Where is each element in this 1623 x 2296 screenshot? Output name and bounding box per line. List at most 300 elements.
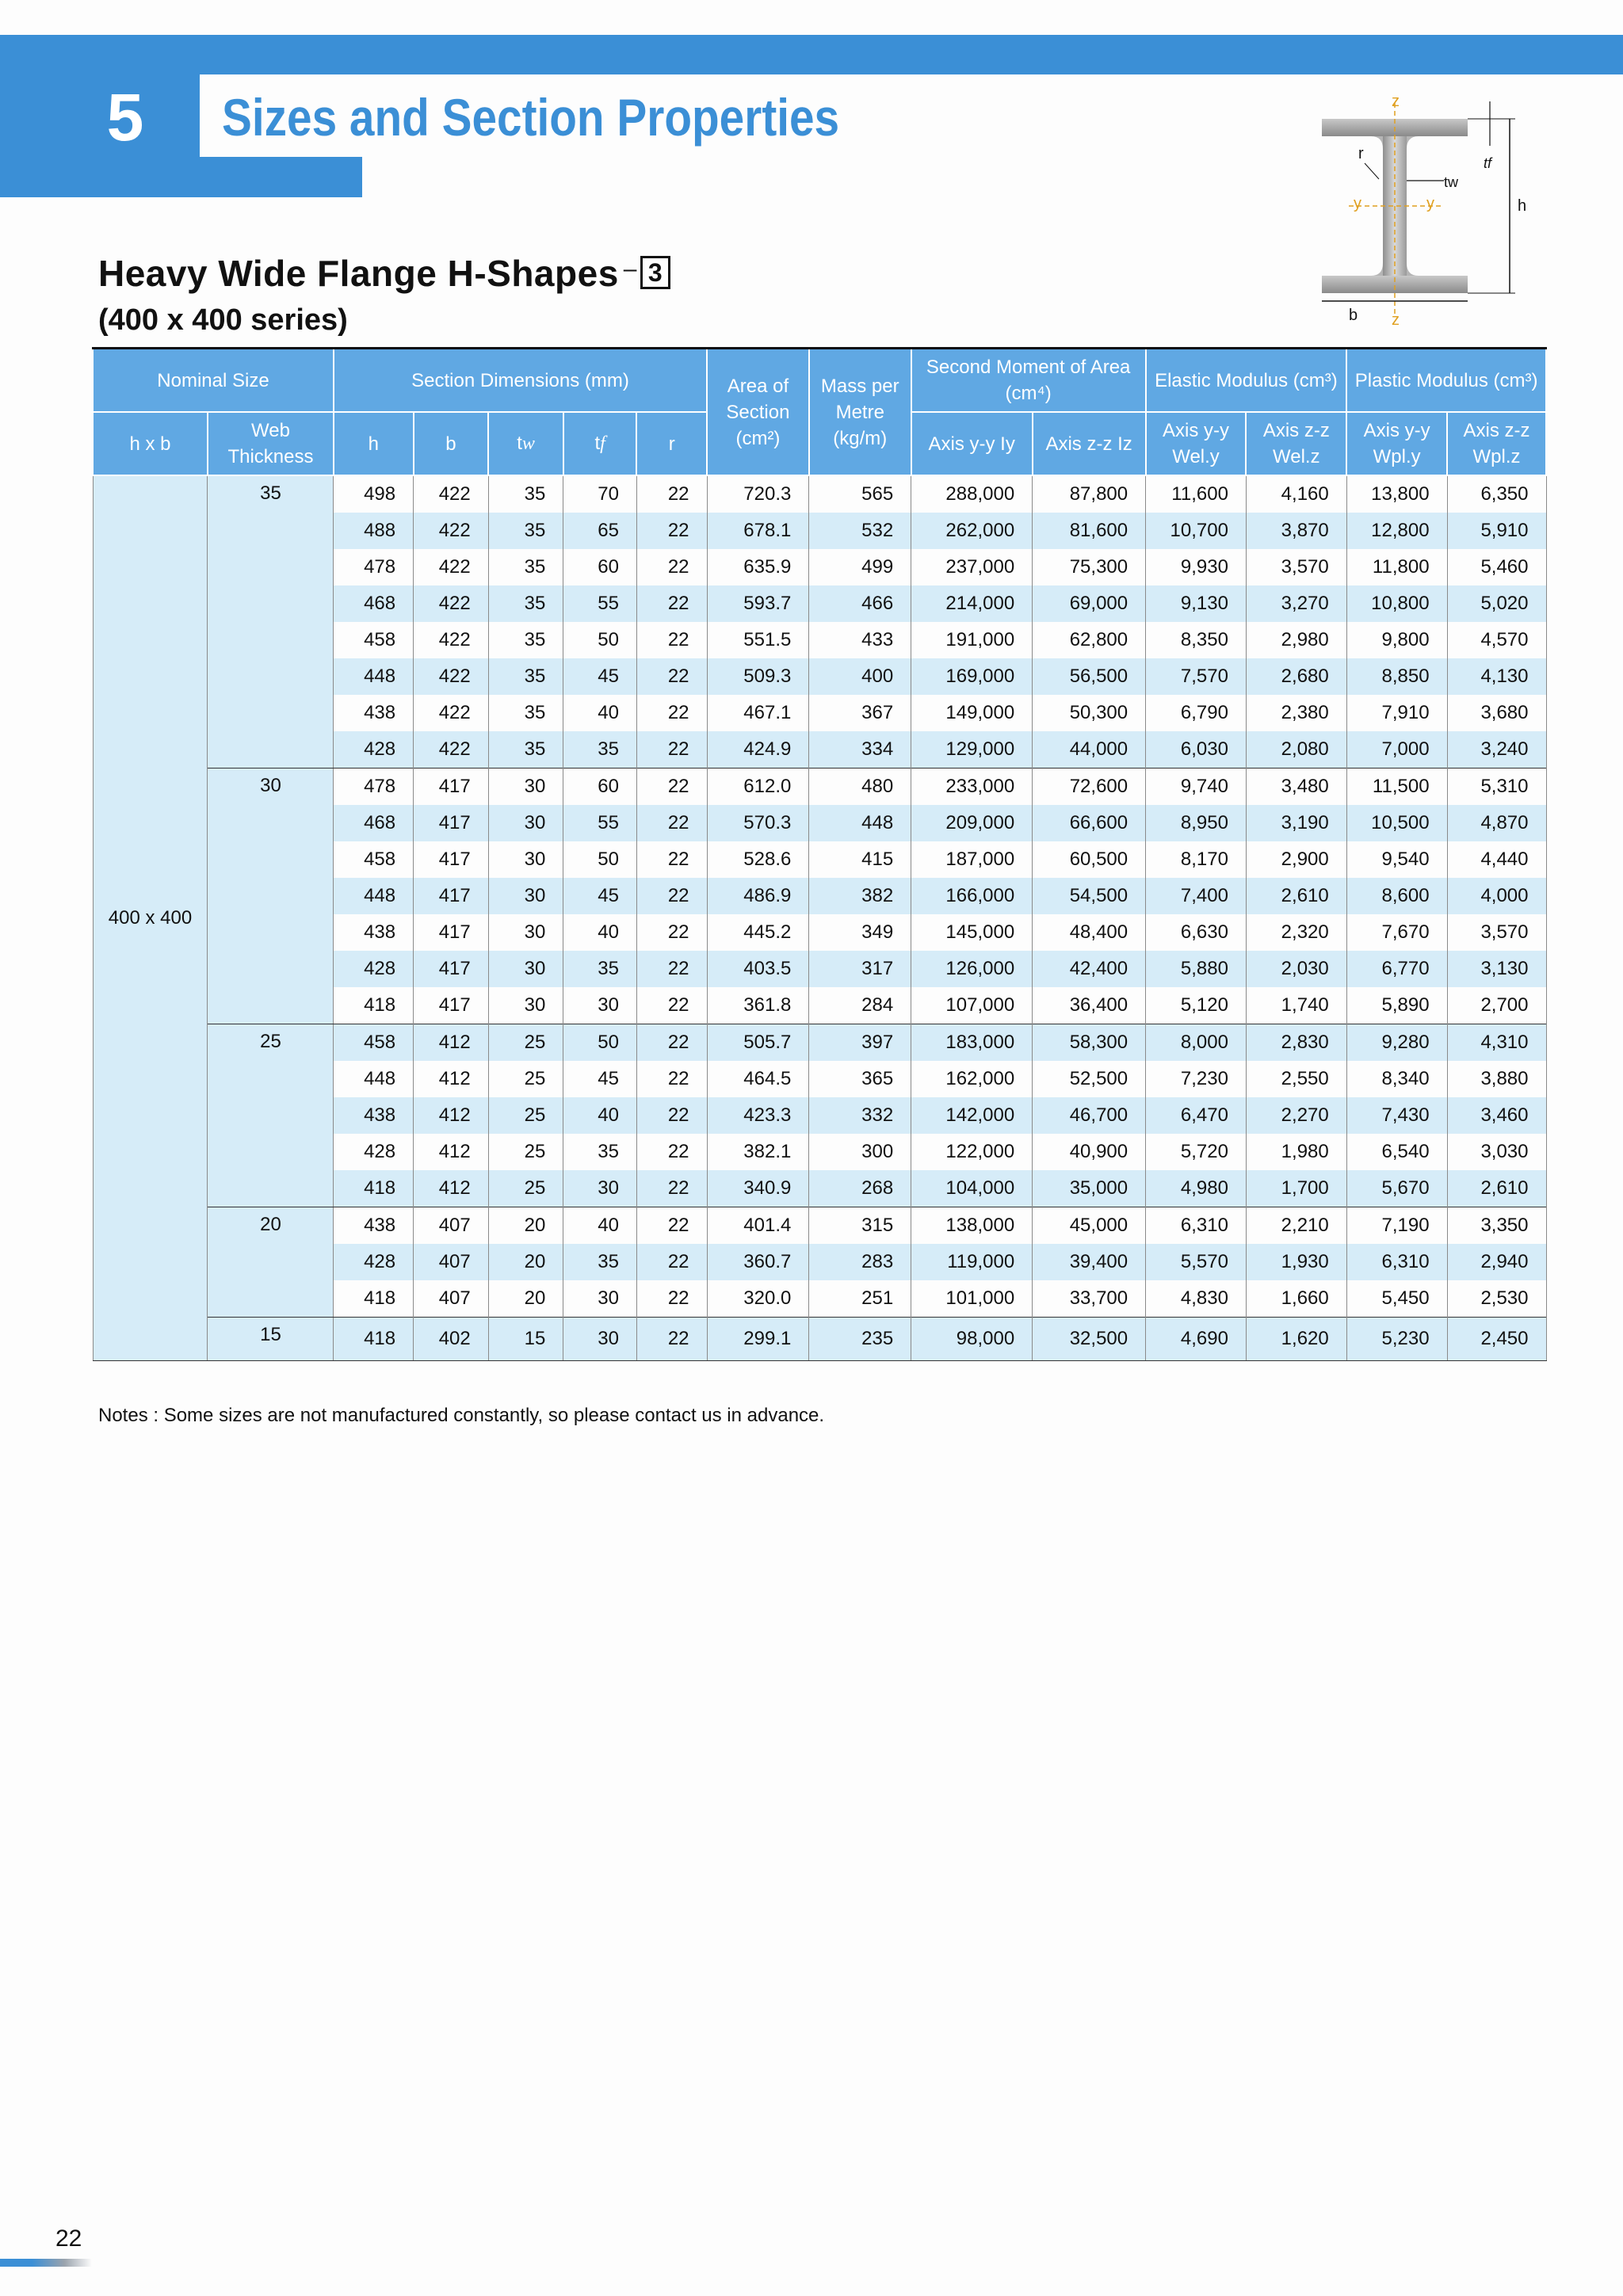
table-cell: 5,230 xyxy=(1346,1318,1447,1361)
table-cell: 35 xyxy=(563,1244,637,1280)
table-cell: 251 xyxy=(809,1280,911,1318)
table-cell: 36,400 xyxy=(1033,987,1146,1024)
table-cell: 22 xyxy=(636,622,707,658)
table-cell: 3,270 xyxy=(1246,585,1346,622)
table-cell: 1,620 xyxy=(1246,1318,1346,1361)
table-cell: 45 xyxy=(563,1061,637,1097)
table-cell: 66,600 xyxy=(1033,805,1146,841)
table-cell: 678.1 xyxy=(707,513,809,549)
chapter-title: Sizes and Section Properties xyxy=(222,88,840,147)
web-thickness-cell: 35 xyxy=(208,475,334,769)
table-cell: 1,980 xyxy=(1246,1134,1346,1170)
table-cell: 9,540 xyxy=(1346,841,1447,878)
table-cell: 40 xyxy=(563,695,637,731)
table-cell: 11,600 xyxy=(1146,475,1247,513)
table-cell: 35,000 xyxy=(1033,1170,1146,1207)
table-cell: 422 xyxy=(414,549,489,585)
table-cell: 35 xyxy=(488,513,563,549)
header-wely: Axis y-y Wel.y xyxy=(1146,412,1247,475)
table-cell: 22 xyxy=(636,731,707,769)
table-cell: 138,000 xyxy=(911,1207,1033,1245)
table-cell: 6,540 xyxy=(1346,1134,1447,1170)
table-cell: 87,800 xyxy=(1033,475,1146,513)
table-cell: 400 xyxy=(809,658,911,695)
table-cell: 35 xyxy=(563,1134,637,1170)
table-cell: 403.5 xyxy=(707,951,809,987)
table-cell: 10,500 xyxy=(1346,805,1447,841)
table-cell: 2,530 xyxy=(1447,1280,1546,1318)
table-cell: 22 xyxy=(636,914,707,951)
table-cell: 6,310 xyxy=(1346,1244,1447,1280)
table-cell: 532 xyxy=(809,513,911,549)
table-cell: 22 xyxy=(636,1134,707,1170)
table-cell: 44,000 xyxy=(1033,731,1146,769)
table-cell: 3,190 xyxy=(1246,805,1346,841)
z-top-label: z xyxy=(1392,93,1400,110)
table-cell: 5,120 xyxy=(1146,987,1247,1024)
table-cell: 317 xyxy=(809,951,911,987)
header-r: r xyxy=(636,412,707,475)
table-cell: 528.6 xyxy=(707,841,809,878)
table-cell: 4,440 xyxy=(1447,841,1546,878)
table-row xyxy=(93,1207,1546,1245)
table-cell: 417 xyxy=(414,769,489,806)
table-cell: 2,900 xyxy=(1246,841,1346,878)
table-cell: 166,000 xyxy=(911,878,1033,914)
table-cell: 35 xyxy=(488,731,563,769)
table-cell: 2,700 xyxy=(1447,987,1546,1024)
table-cell: 10,700 xyxy=(1146,513,1247,549)
table-cell: 448 xyxy=(334,1061,414,1097)
table-header xyxy=(93,349,1546,476)
table-cell: 40 xyxy=(563,1207,637,1245)
table-cell: 6,770 xyxy=(1346,951,1447,987)
table-cell: 401.4 xyxy=(707,1207,809,1245)
r-leader xyxy=(1365,163,1379,179)
table-cell: 65 xyxy=(563,513,637,549)
section-title-text: Heavy Wide Flange H-Shapes xyxy=(98,253,619,294)
table-cell: 4,000 xyxy=(1447,878,1546,914)
table-cell: 35 xyxy=(488,585,563,622)
table-cell: 397 xyxy=(809,1024,911,1062)
header-section-dimensions: Section Dimensions (mm) xyxy=(334,349,707,413)
table-cell: 334 xyxy=(809,731,911,769)
page-footer-bar xyxy=(0,2259,92,2267)
table-cell: 39,400 xyxy=(1033,1244,1146,1280)
table-cell: 30 xyxy=(563,987,637,1024)
table-cell: 12,800 xyxy=(1346,513,1447,549)
table-cell: 40,900 xyxy=(1033,1134,1146,1170)
table-cell: 5,570 xyxy=(1146,1244,1247,1280)
table-cell: 268 xyxy=(809,1170,911,1207)
table-cell: 1,660 xyxy=(1246,1280,1346,1318)
table-cell: 145,000 xyxy=(911,914,1033,951)
table-cell: 45 xyxy=(563,658,637,695)
table-cell: 35 xyxy=(563,731,637,769)
table-cell: 2,080 xyxy=(1246,731,1346,769)
header-wplz: Axis z-z Wpl.z xyxy=(1447,412,1546,475)
table-cell: 6,630 xyxy=(1146,914,1247,951)
table-cell: 424.9 xyxy=(707,731,809,769)
table-cell: 7,400 xyxy=(1146,878,1247,914)
table-row xyxy=(93,1024,1546,1062)
table-cell: 428 xyxy=(334,1134,414,1170)
table-cell: 283 xyxy=(809,1244,911,1280)
table-cell: 365 xyxy=(809,1061,911,1097)
table-cell: 4,690 xyxy=(1146,1318,1247,1361)
table-cell: 183,000 xyxy=(911,1024,1033,1062)
page-number: 22 xyxy=(55,2225,82,2252)
table-cell: 340.9 xyxy=(707,1170,809,1207)
table-cell: 20 xyxy=(488,1244,563,1280)
table-cell: 320.0 xyxy=(707,1280,809,1318)
table-cell: 7,230 xyxy=(1146,1061,1247,1097)
table-cell: 300 xyxy=(809,1134,911,1170)
table-cell: 612.0 xyxy=(707,769,809,806)
table-cell: 126,000 xyxy=(911,951,1033,987)
table-cell: 412 xyxy=(414,1170,489,1207)
table-cell: 214,000 xyxy=(911,585,1033,622)
table-cell: 423.3 xyxy=(707,1097,809,1134)
table-cell: 349 xyxy=(809,914,911,951)
table-cell: 458 xyxy=(334,841,414,878)
table-cell: 299.1 xyxy=(707,1318,809,1361)
table-cell: 2,830 xyxy=(1246,1024,1346,1062)
table-cell: 1,700 xyxy=(1246,1170,1346,1207)
table-cell: 417 xyxy=(414,878,489,914)
table-cell: 445.2 xyxy=(707,914,809,951)
table-cell: 22 xyxy=(636,1061,707,1097)
table-cell: 35 xyxy=(488,549,563,585)
table-cell: 22 xyxy=(636,951,707,987)
table-cell: 2,450 xyxy=(1447,1318,1546,1361)
table-cell: 2,380 xyxy=(1246,695,1346,731)
table-cell: 4,570 xyxy=(1447,622,1546,658)
table-row xyxy=(93,1318,1546,1361)
table-cell: 5,910 xyxy=(1447,513,1546,549)
table-cell: 5,890 xyxy=(1346,987,1447,1024)
table-cell: 55 xyxy=(563,585,637,622)
header-elastic-modulus: Elastic Modulus (cm³) xyxy=(1146,349,1347,413)
table-cell: 565 xyxy=(809,475,911,513)
table-cell: 402 xyxy=(414,1318,489,1361)
table-cell: 433 xyxy=(809,622,911,658)
table-cell: 422 xyxy=(414,658,489,695)
table-cell: 48,400 xyxy=(1033,914,1146,951)
table-cell: 70 xyxy=(563,475,637,513)
table-cell: 438 xyxy=(334,1207,414,1245)
header-area: Area of Section (cm²) xyxy=(707,349,809,476)
table-cell: 382.1 xyxy=(707,1134,809,1170)
table-cell: 40 xyxy=(563,914,637,951)
section-title xyxy=(98,244,670,299)
table-cell: 635.9 xyxy=(707,549,809,585)
table-cell: 417 xyxy=(414,805,489,841)
table-cell: 486.9 xyxy=(707,878,809,914)
table-cell: 107,000 xyxy=(911,987,1033,1024)
notes: Notes : Some sizes are not manufactured constantly, so please contact us in advance. xyxy=(98,1405,825,1426)
table-cell: 55 xyxy=(563,805,637,841)
table-cell: 412 xyxy=(414,1134,489,1170)
table-cell: 129,000 xyxy=(911,731,1033,769)
table-cell: 187,000 xyxy=(911,841,1033,878)
header-b: b xyxy=(414,412,489,475)
table-cell: 13,800 xyxy=(1346,475,1447,513)
table-cell: 22 xyxy=(636,1244,707,1280)
table-cell: 42,400 xyxy=(1033,951,1146,987)
h-section-diagram xyxy=(1308,86,1537,333)
header-second-moment: Second Moment of Area (cm⁴) xyxy=(911,349,1146,413)
table-cell: 30 xyxy=(488,805,563,841)
table-cell: 22 xyxy=(636,695,707,731)
table-cell: 191,000 xyxy=(911,622,1033,658)
chapter-number: 5 xyxy=(106,80,144,154)
header-mass: Mass per Metre (kg/m) xyxy=(809,349,911,476)
table-cell: 75,300 xyxy=(1033,549,1146,585)
table-cell: 30 xyxy=(488,987,563,1024)
table-cell: 2,270 xyxy=(1246,1097,1346,1134)
table-cell: 480 xyxy=(809,769,911,806)
table-cell: 3,870 xyxy=(1246,513,1346,549)
header-tw: tw xyxy=(488,412,563,475)
table-cell: 5,460 xyxy=(1447,549,1546,585)
table-cell: 35 xyxy=(488,695,563,731)
table-cell: 169,000 xyxy=(911,658,1033,695)
table-cell: 237,000 xyxy=(911,549,1033,585)
table-cell: 422 xyxy=(414,622,489,658)
table-cell: 35 xyxy=(563,951,637,987)
web-thickness-cell: 20 xyxy=(208,1207,334,1318)
table-cell: 9,130 xyxy=(1146,585,1247,622)
table-cell: 60 xyxy=(563,549,637,585)
table-cell: 7,570 xyxy=(1146,658,1247,695)
table-cell: 438 xyxy=(334,1097,414,1134)
table-cell: 488 xyxy=(334,513,414,549)
table-cell: 6,470 xyxy=(1146,1097,1247,1134)
table-cell: 50 xyxy=(563,622,637,658)
header-web-thickness: Web Thickness xyxy=(208,412,334,475)
table-cell: 8,340 xyxy=(1346,1061,1447,1097)
table-cell: 22 xyxy=(636,1097,707,1134)
table-cell: 466 xyxy=(809,585,911,622)
table-cell: 5,880 xyxy=(1146,951,1247,987)
table-cell: 2,550 xyxy=(1246,1061,1346,1097)
table-cell: 478 xyxy=(334,549,414,585)
table-cell: 30 xyxy=(563,1318,637,1361)
web-thickness-cell: 25 xyxy=(208,1024,334,1207)
table-cell: 315 xyxy=(809,1207,911,1245)
table-cell: 8,000 xyxy=(1146,1024,1247,1062)
table-cell: 2,030 xyxy=(1246,951,1346,987)
table-cell: 81,600 xyxy=(1033,513,1146,549)
table-cell: 62,800 xyxy=(1033,622,1146,658)
table-cell: 417 xyxy=(414,987,489,1024)
table-cell: 50 xyxy=(563,841,637,878)
table-cell: 3,880 xyxy=(1447,1061,1546,1097)
table-cell: 2,210 xyxy=(1246,1207,1346,1245)
table-cell: 7,430 xyxy=(1346,1097,1447,1134)
table-cell: 422 xyxy=(414,695,489,731)
table-cell: 505.7 xyxy=(707,1024,809,1062)
table-cell: 30 xyxy=(563,1280,637,1318)
table-cell: 60 xyxy=(563,769,637,806)
table-cell: 5,720 xyxy=(1146,1134,1247,1170)
table-cell: 448 xyxy=(809,805,911,841)
table-cell: 361.8 xyxy=(707,987,809,1024)
table-cell: 9,280 xyxy=(1346,1024,1447,1062)
table-cell: 468 xyxy=(334,585,414,622)
table-cell: 32,500 xyxy=(1033,1318,1146,1361)
table-cell: 25 xyxy=(488,1061,563,1097)
table-cell: 52,500 xyxy=(1033,1061,1146,1097)
table-row xyxy=(93,475,1546,513)
table-row xyxy=(93,769,1546,806)
table-cell: 122,000 xyxy=(911,1134,1033,1170)
section-part-number: 3 xyxy=(640,256,670,289)
table-cell: 10,800 xyxy=(1346,585,1447,622)
table-cell: 3,350 xyxy=(1447,1207,1546,1245)
table-cell: 428 xyxy=(334,951,414,987)
table-cell: 438 xyxy=(334,695,414,731)
header-welz: Axis z-z Wel.z xyxy=(1246,412,1346,475)
table-cell: 407 xyxy=(414,1280,489,1318)
table-body xyxy=(93,475,1546,1361)
table-cell: 4,870 xyxy=(1447,805,1546,841)
table-cell: 412 xyxy=(414,1097,489,1134)
table-cell: 50 xyxy=(563,1024,637,1062)
table-cell: 1,930 xyxy=(1246,1244,1346,1280)
table-cell: 5,450 xyxy=(1346,1280,1447,1318)
table-cell: 417 xyxy=(414,914,489,951)
table-cell: 30 xyxy=(488,769,563,806)
table-cell: 45,000 xyxy=(1033,1207,1146,1245)
table-cell: 8,170 xyxy=(1146,841,1247,878)
table-cell: 509.3 xyxy=(707,658,809,695)
table-cell: 4,980 xyxy=(1146,1170,1247,1207)
table-cell: 8,600 xyxy=(1346,878,1447,914)
web-thickness-cell: 30 xyxy=(208,769,334,1024)
table-cell: 9,930 xyxy=(1146,549,1247,585)
table-cell: 104,000 xyxy=(911,1170,1033,1207)
table-cell: 22 xyxy=(636,1207,707,1245)
table-cell: 98,000 xyxy=(911,1318,1033,1361)
table-cell: 30 xyxy=(563,1170,637,1207)
table-cell: 418 xyxy=(334,1170,414,1207)
table-cell: 22 xyxy=(636,585,707,622)
table-cell: 4,830 xyxy=(1146,1280,1247,1318)
tw-label: tw xyxy=(1444,174,1458,190)
table-cell: 2,980 xyxy=(1246,622,1346,658)
header-iz: Axis z-z Iz xyxy=(1033,412,1146,475)
table-cell: 149,000 xyxy=(911,695,1033,731)
table-cell: 25 xyxy=(488,1024,563,1062)
table-cell: 417 xyxy=(414,841,489,878)
table-cell: 235 xyxy=(809,1318,911,1361)
table-cell: 50,300 xyxy=(1033,695,1146,731)
table-cell: 415 xyxy=(809,841,911,878)
table-cell: 119,000 xyxy=(911,1244,1033,1280)
section-properties-table xyxy=(92,347,1547,1361)
table-cell: 35 xyxy=(488,475,563,513)
table-cell: 25 xyxy=(488,1097,563,1134)
table-cell: 3,570 xyxy=(1246,549,1346,585)
table-cell: 2,610 xyxy=(1447,1170,1546,1207)
table-cell: 422 xyxy=(414,513,489,549)
table-cell: 45 xyxy=(563,878,637,914)
table-cell: 56,500 xyxy=(1033,658,1146,695)
table-cell: 7,910 xyxy=(1346,695,1447,731)
table-cell: 3,240 xyxy=(1447,731,1546,769)
z-bottom-label: z xyxy=(1392,311,1400,329)
table-cell: 422 xyxy=(414,731,489,769)
table-cell: 22 xyxy=(636,987,707,1024)
table-cell: 422 xyxy=(414,475,489,513)
table-cell: 30 xyxy=(488,914,563,951)
table-cell: 11,800 xyxy=(1346,549,1447,585)
table-cell: 6,790 xyxy=(1146,695,1247,731)
table-cell: 60,500 xyxy=(1033,841,1146,878)
table-cell: 22 xyxy=(636,769,707,806)
table-cell: 25 xyxy=(488,1134,563,1170)
table-cell: 22 xyxy=(636,878,707,914)
table-cell: 11,500 xyxy=(1346,769,1447,806)
header-iy: Axis y-y Iy xyxy=(911,412,1033,475)
table-cell: 46,700 xyxy=(1033,1097,1146,1134)
table-cell: 15 xyxy=(488,1318,563,1361)
table-cell: 4,130 xyxy=(1447,658,1546,695)
table-cell: 4,310 xyxy=(1447,1024,1546,1062)
table-cell: 22 xyxy=(636,1170,707,1207)
table-cell: 3,130 xyxy=(1447,951,1546,987)
table-cell: 417 xyxy=(414,951,489,987)
table-cell: 418 xyxy=(334,1280,414,1318)
table-cell: 22 xyxy=(636,1024,707,1062)
nominal-hxb-cell: 400 x 400 xyxy=(93,475,208,1361)
table-cell: 422 xyxy=(414,585,489,622)
table-cell: 478 xyxy=(334,769,414,806)
table-cell: 22 xyxy=(636,805,707,841)
header-wply: Axis y-y Wpl.y xyxy=(1346,412,1447,475)
table-cell: 2,610 xyxy=(1246,878,1346,914)
table-cell: 1,740 xyxy=(1246,987,1346,1024)
table-cell: 9,800 xyxy=(1346,622,1447,658)
table-cell: 72,600 xyxy=(1033,769,1146,806)
table-cell: 498 xyxy=(334,475,414,513)
header-tf: tf xyxy=(563,412,637,475)
table-cell: 30 xyxy=(488,878,563,914)
table-cell: 40 xyxy=(563,1097,637,1134)
table-cell: 3,030 xyxy=(1447,1134,1546,1170)
table-cell: 33,700 xyxy=(1033,1280,1146,1318)
table-cell: 69,000 xyxy=(1033,585,1146,622)
table-cell: 58,300 xyxy=(1033,1024,1146,1062)
table-cell: 8,350 xyxy=(1146,622,1247,658)
table-cell: 9,740 xyxy=(1146,769,1247,806)
table-cell: 551.5 xyxy=(707,622,809,658)
table-cell: 412 xyxy=(414,1061,489,1097)
table-cell: 6,030 xyxy=(1146,731,1247,769)
table-cell: 464.5 xyxy=(707,1061,809,1097)
table-cell: 720.3 xyxy=(707,475,809,513)
h-label: h xyxy=(1518,197,1527,215)
table-cell: 262,000 xyxy=(911,513,1033,549)
table-cell: 8,950 xyxy=(1146,805,1247,841)
table-cell: 468 xyxy=(334,805,414,841)
table-cell: 6,350 xyxy=(1447,475,1546,513)
table-cell: 3,460 xyxy=(1447,1097,1546,1134)
table-cell: 101,000 xyxy=(911,1280,1033,1318)
table-cell: 22 xyxy=(636,841,707,878)
